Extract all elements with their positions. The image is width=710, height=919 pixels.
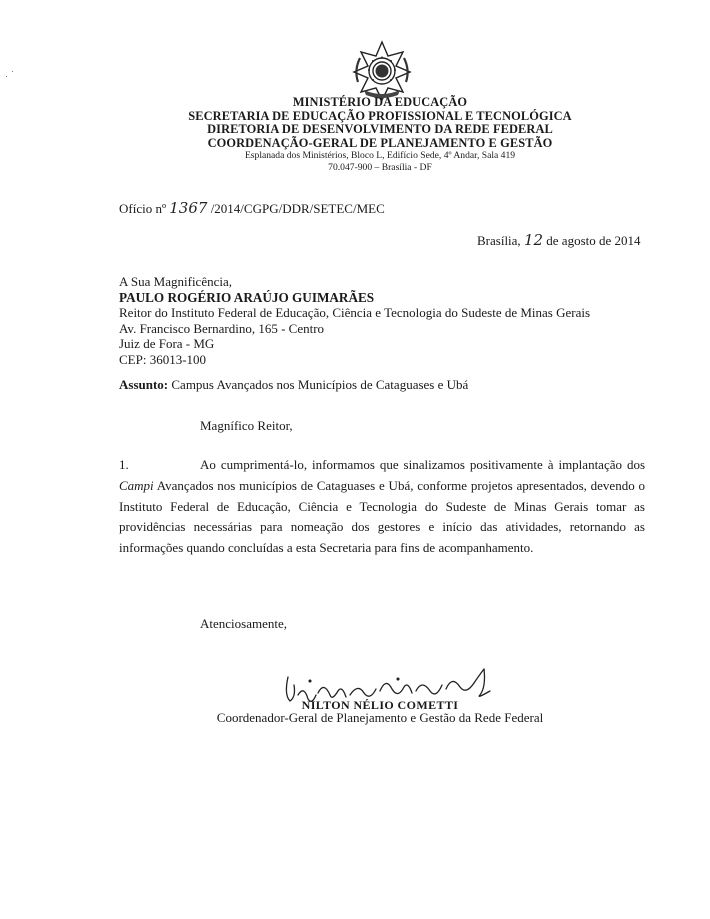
subject-line — [119, 377, 468, 393]
paragraph-number: 1. — [119, 457, 129, 472]
scan-speck — [6, 76, 7, 77]
signatory-name: NILTON NÉLIO COMETTI — [301, 698, 459, 712]
letterhead — [0, 96, 710, 174]
signatory-role: Coordenador-Geral de Planejamento e Gestão da Rede Federal — [216, 710, 544, 725]
recipient-zip: CEP: 36013-100 — [119, 351, 207, 367]
letter-date — [477, 232, 641, 249]
recipient-name: PAULO ROGÉRIO ARAÚJO GUIMARÃES — [119, 289, 375, 305]
date-city: Brasília, — [477, 233, 521, 248]
body-part1: Ao cumprimentá-lo, informamos que sinalizamos positivamente à implantação dos — [200, 457, 645, 472]
recipient-block — [119, 274, 590, 368]
recipient-city: Juiz de Fora - MG — [119, 336, 215, 352]
recipient-treatment: A Sua Magnificência, — [119, 274, 232, 289]
subject-text: Campus Avançados nos Municípios de Cataguases e Ubá — [171, 377, 469, 392]
salutation: Magnífico Reitor, — [200, 418, 293, 433]
date-handwritten-day: 12 — [523, 231, 544, 249]
reference-prefix: Ofício nº — [119, 201, 166, 216]
reference-suffix: /2014/CGPG/DDR/SETEC/MEC — [210, 201, 385, 216]
date-rest: de agosto de 2014 — [546, 233, 641, 248]
body-italic-word: Campi — [119, 477, 154, 493]
coat-of-arms-emblem — [350, 40, 414, 102]
directorate-title: DIRETORIA DE DESENVOLVIMENTO DA REDE FEDERAL — [207, 122, 553, 137]
recipient-street: Av. Francisco Bernardino, 165 - Centro — [119, 320, 325, 336]
recipient-role: Reitor do Instituto Federal de Educação, Ciência e Tecnologia do Sudeste de Minas Gerais — [119, 305, 591, 321]
letterhead-address: Esplanada dos Ministérios, Bloco L, Edifício Sede, 4º Andar, Sala 419 — [244, 150, 516, 162]
closing: Atenciosamente, — [200, 616, 287, 631]
subject-label: Assunto: — [119, 377, 169, 392]
body-part2: Avançados nos municípios de Cataguases e Ubá, conforme projetos apresentados, devendo o Instituto Federal de Educação, Ciência e Tecnologia do Sudeste de Minas Gerais tomar as providências necessárias para nomeação dos gestores e início das atividades, retornando as informações quando concluídas a esta Secretaria para fins de acompanhamento. — [119, 477, 645, 556]
scan-speck — [12, 71, 13, 72]
ministry-title: MINISTÉRIO DA EDUCAÇÃO — [292, 95, 468, 109]
letterhead-zip: 70.047-900 – Brasília - DF — [328, 162, 432, 174]
secretariat-title: SECRETARIA DE EDUCAÇÃO PROFISSIONAL E TECNOLÓGICA — [188, 108, 572, 123]
body-paragraph — [119, 455, 645, 559]
coordination-title: COORDENAÇÃO-GERAL DE PLANEJAMENTO E GESTÃO — [207, 135, 553, 150]
reference-handwritten-number: 1367 — [169, 199, 208, 217]
reference-number — [119, 200, 385, 217]
